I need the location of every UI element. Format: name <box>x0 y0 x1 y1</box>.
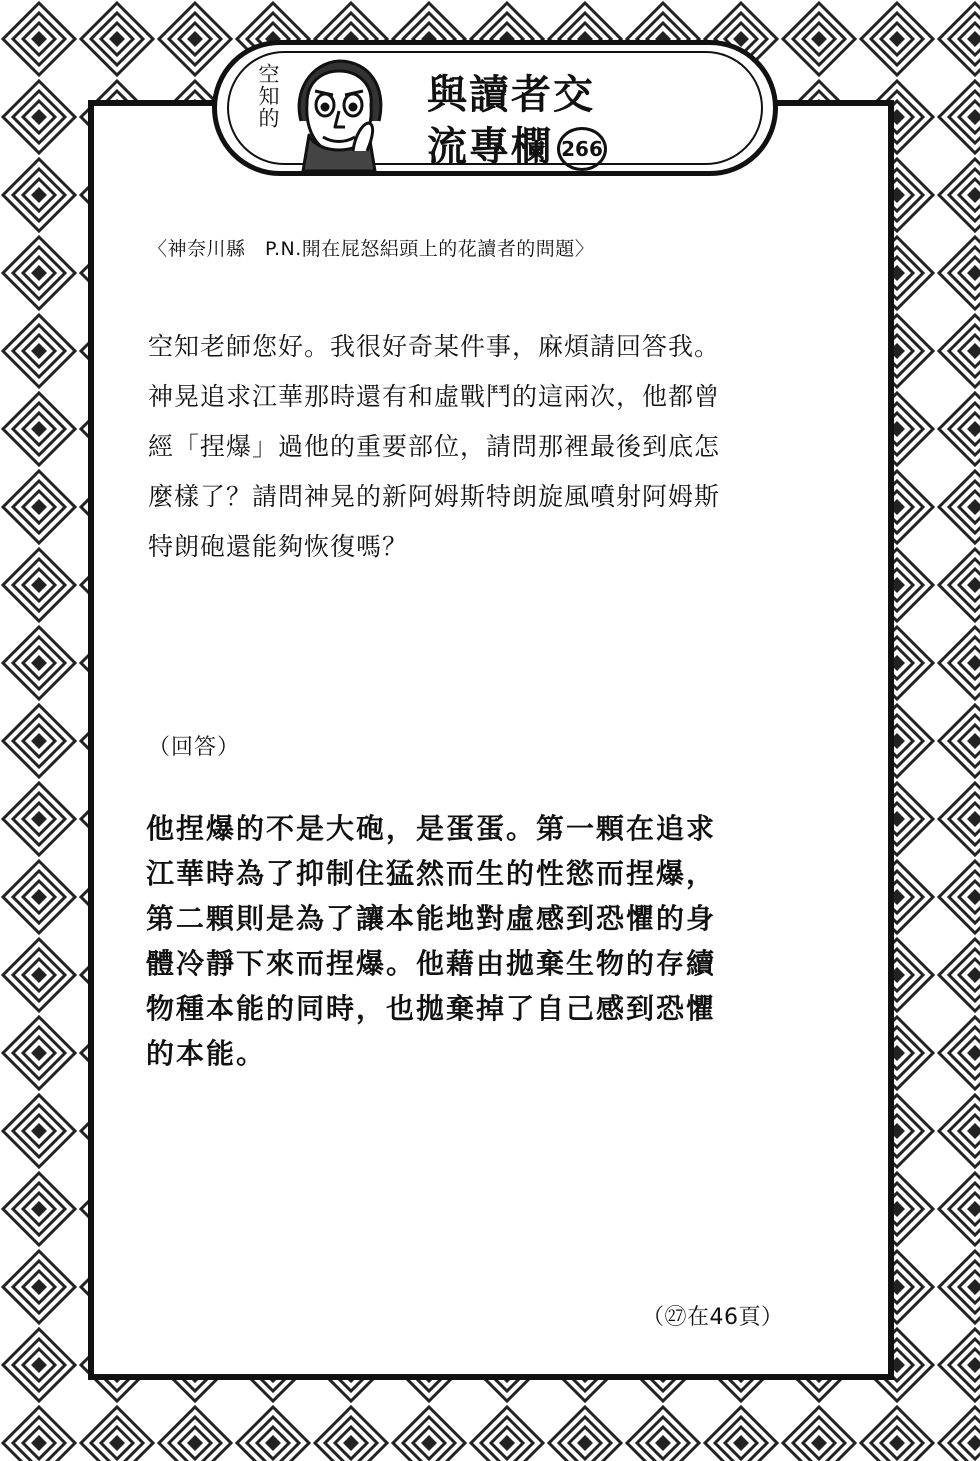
answer-label: （回答） <box>148 735 241 760</box>
author-portrait-icon <box>283 51 395 173</box>
question-line: 經「捏爆」過他的重要部位，請問那裡最後到底怎 <box>148 432 721 461</box>
answer-line: 體冷靜下來而捏爆。他藉由拋棄生物的存續 <box>146 947 717 980</box>
answer-body <box>146 806 846 1076</box>
header-label: 空知的 <box>256 63 280 129</box>
continued-on-page-note: （㉗在46頁） <box>642 1305 784 1330</box>
header-title-line-2 <box>427 115 607 172</box>
question-line: 神晃追求江華那時還有和虛戰鬥的這兩次，他都曾 <box>148 382 721 411</box>
question-source: 〈神奈川縣 P.N.開在屁怒絽頭上的花讀者的問題〉 <box>148 238 595 260</box>
answer-line: 第二顆則是為了讓本能地對虛感到恐懼的身 <box>146 902 717 935</box>
header-title-line-2-text: 流專欄 <box>427 124 553 170</box>
issue-number-badge: 266 <box>557 127 607 171</box>
answer-line: 他捏爆的不是大砲，是蛋蛋。第一顆在追求 <box>146 812 717 845</box>
question-line: 特朗砲還能夠恢復嗎？ <box>148 532 409 561</box>
answer-line: 的本能。 <box>146 1037 267 1070</box>
question-line: 空知老師您好。我很好奇某件事，麻煩請回答我。 <box>148 332 721 361</box>
answer-line: 江華時為了抑制住猛然而生的性慾而捏爆， <box>146 857 717 890</box>
answer-line: 物種本能的同時，也拋棄掉了自己感到恐懼 <box>146 992 717 1025</box>
question-line: 麼樣了？請問神晃的新阿姆斯特朗旋風噴射阿姆斯 <box>148 482 721 511</box>
header-title-line-1: 與讀者交 <box>427 72 595 118</box>
question-body <box>148 322 838 572</box>
column-header <box>212 40 778 176</box>
